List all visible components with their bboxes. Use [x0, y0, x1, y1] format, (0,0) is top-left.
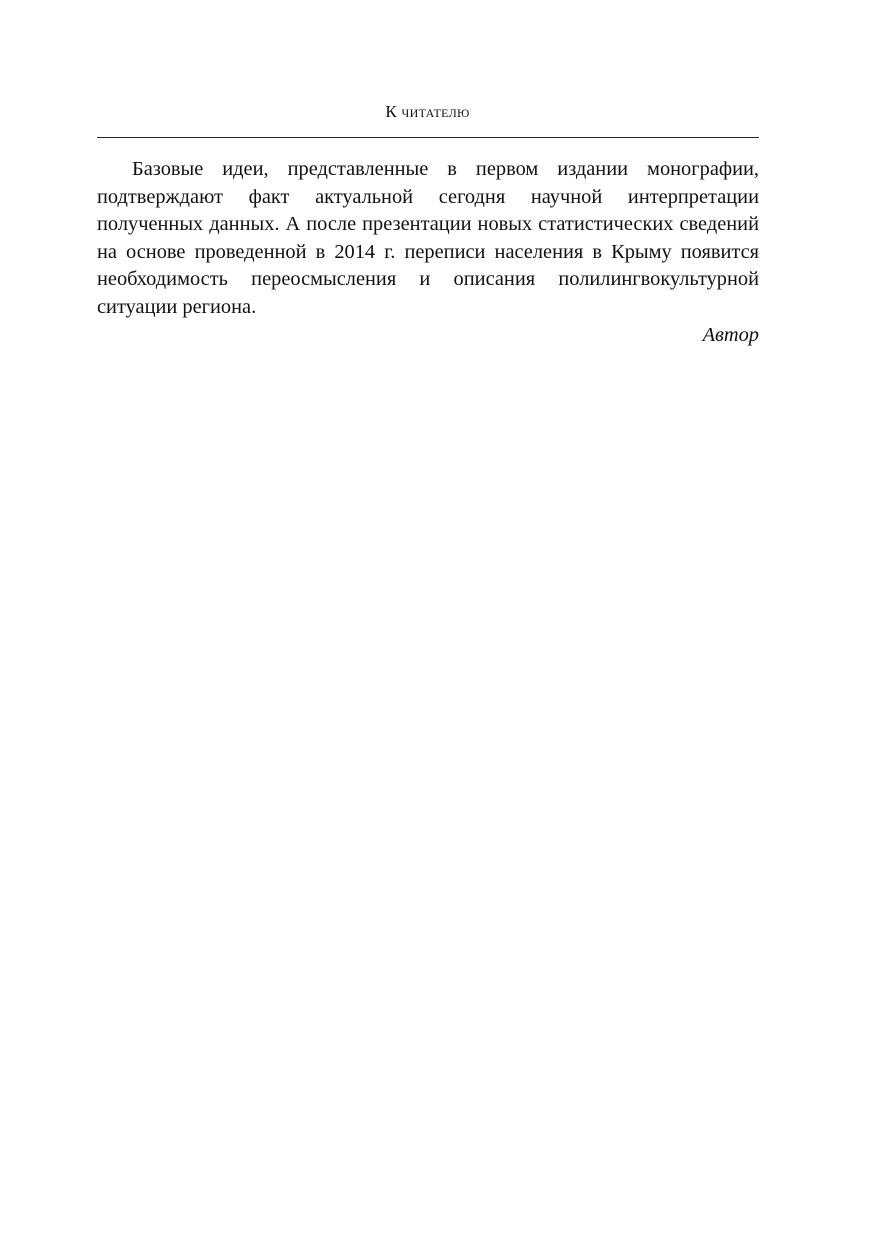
author-signature: Автор [702, 324, 759, 346]
running-header [97, 100, 758, 125]
header-divider [97, 137, 759, 138]
running-header-title: К читателю [385, 102, 470, 121]
body-paragraph: Базовые идеи, представленные в первом издании монографии, подтверждают факт актуальной сегодня научной интерпретации полученных данных. А после презентации новых статистических сведений на основе проведенной в 2014 г. переписи населения в Крыму появится необходимость переосмысления и описания полилингвокультурной ситуации региона. [97, 158, 759, 318]
